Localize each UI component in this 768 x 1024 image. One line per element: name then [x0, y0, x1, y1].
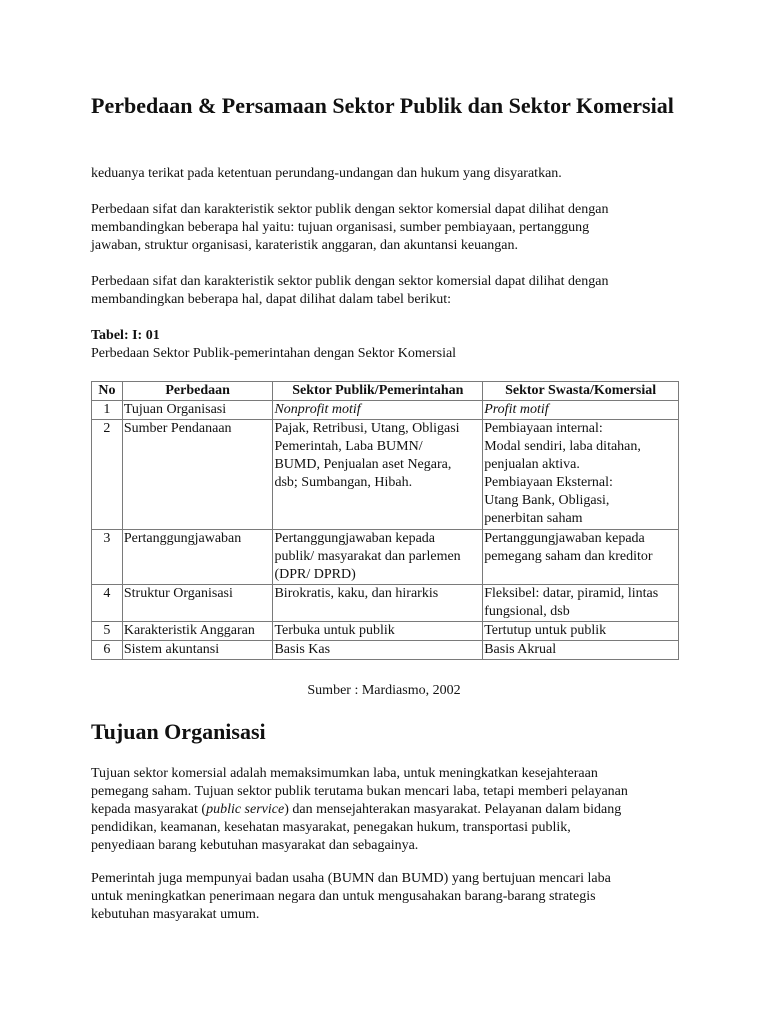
cell-no: 3: [92, 530, 123, 585]
cell-public: Birokratis, kaku, dan hirarkis: [273, 585, 483, 622]
text-line: pendidikan, keamanan, kesehatan masyarakat, penegakan hukum, transportasi publik,: [91, 820, 571, 835]
cell-line: Pemerintah, Laba BUMN/: [274, 439, 423, 454]
cell-no: 5: [92, 622, 123, 641]
cell-no: 4: [92, 585, 123, 622]
cell-private: [483, 585, 679, 622]
cell-line: publik/ masyarakat dan parlemen: [274, 549, 461, 564]
cell-public: [273, 420, 483, 530]
cell-public: Nonprofit motif: [273, 401, 483, 420]
table-caption: Perbedaan Sektor Publik-pemerintahan dengan Sektor Komersial: [91, 346, 457, 361]
text-line: untuk meningkatkan penerimaan negara dan untuk mengusahakan barang-barang strategis: [91, 889, 596, 904]
table-row: [92, 530, 679, 585]
text-segment: ) dan mensejahterakan masyarakat. Pelayanan dalam bidang: [284, 802, 622, 817]
cell-public: [273, 530, 483, 585]
text-line: kebutuhan masyarakat umum.: [91, 907, 260, 922]
text-line: [91, 801, 681, 819]
cell-line: penerbitan saham: [484, 511, 583, 526]
cell-line: Pertanggungjawaban kepada: [484, 531, 645, 546]
text-line: penyediaan barang kebutuhan masyarakat dan sebagainya.: [91, 838, 419, 853]
table-row: [92, 641, 679, 660]
cell-line: Modal sendiri, laba ditahan,: [484, 439, 641, 454]
table-row: [92, 622, 679, 641]
cell-line: pemegang saham dan kreditor: [484, 549, 653, 564]
text-line: Perbedaan sifat dan karakteristik sektor publik dengan sektor komersial dapat dilihat dengan: [91, 202, 609, 217]
text-line: pemegang saham. Tujuan sektor publik terutama bukan mencari laba, tetapi memberi pelayanan: [91, 784, 628, 799]
cell-aspect: Sumber Pendanaan: [122, 420, 273, 530]
cell-line: Pajak, Retribusi, Utang, Obligasi: [274, 421, 460, 436]
cell-no: 2: [92, 420, 123, 530]
paragraph-government-enterprises: [91, 870, 681, 924]
cell-aspect: Sistem akuntansi: [122, 641, 273, 660]
paragraph-differences: [91, 201, 681, 255]
header-no: No: [92, 382, 123, 401]
cell-no: 6: [92, 641, 123, 660]
header-sektor-publik: Sektor Publik/Pemerintahan: [273, 382, 483, 401]
cell-line: Pembiayaan Eksternal:: [484, 475, 613, 490]
cell-line: BUMD, Penjualan aset Negara,: [274, 457, 452, 472]
cell-line: Fleksibel: datar, piramid, lintas: [484, 586, 659, 601]
page-title: Perbedaan & Persamaan Sektor Publik dan Sektor Komersial: [91, 93, 674, 118]
section-heading: Tujuan Organisasi: [91, 719, 266, 744]
cell-private: Profit motif: [483, 401, 679, 420]
cell-line: (DPR/ DPRD): [274, 567, 356, 582]
cell-public: Terbuka untuk publik: [273, 622, 483, 641]
text-line: membandingkan beberapa hal yaitu: tujuan organisasi, sumber pembiayaan, pertanggung: [91, 220, 590, 235]
text-line: Pemerintah juga mempunyai badan usaha (BUMN dan BUMD) yang bertujuan mencari laba: [91, 871, 611, 886]
text-line: jawaban, struktur organisasi, karateristik anggaran, dan akuntansi keuangan.: [91, 238, 518, 253]
cell-private: [483, 420, 679, 530]
table-row: [92, 420, 679, 530]
cell-aspect: Pertanggungjawaban: [122, 530, 273, 585]
cell-no: 1: [92, 401, 123, 420]
cell-line: fungsional, dsb: [484, 604, 570, 619]
table-row: [92, 401, 679, 420]
table-label: Tabel: I: 01: [91, 328, 160, 343]
cell-aspect: Tujuan Organisasi: [122, 401, 273, 420]
table-source: Sumber : Mardiasmo, 2002: [307, 683, 461, 698]
header-sektor-swasta: Sektor Swasta/Komersial: [483, 382, 679, 401]
paragraph-intro: keduanya terikat pada ketentuan perundang-undangan dan hukum yang disyaratkan.: [91, 166, 562, 181]
text-segment: kepada masyarakat (: [91, 802, 207, 817]
cell-line: Pertanggungjawaban kepada: [274, 531, 436, 546]
emphasis-public-service: public service: [206, 802, 285, 817]
cell-aspect: Struktur Organisasi: [122, 585, 273, 622]
cell-line: Utang Bank, Obligasi,: [484, 493, 610, 508]
text-line: Perbedaan sifat dan karakteristik sektor publik dengan sektor komersial dapat dilihat dengan: [91, 274, 609, 289]
text-line: membandingkan beberapa hal, dapat dilihat dalam tabel berikut:: [91, 292, 451, 307]
paragraph-objectives: [91, 765, 681, 855]
cell-line: penjualan aktiva.: [484, 457, 580, 472]
cell-private: Tertutup untuk publik: [483, 622, 679, 641]
cell-line: dsb; Sumbangan, Hibah.: [274, 475, 413, 490]
text-line: Tujuan sektor komersial adalah memaksimumkan laba, untuk meningkatkan kesejahteraan: [91, 766, 598, 781]
comparison-table: [91, 381, 679, 660]
table-row: [92, 585, 679, 622]
cell-line: Pembiayaan internal:: [484, 421, 603, 436]
cell-private: [483, 530, 679, 585]
paragraph-table-intro: [91, 273, 681, 309]
table-header-row: [92, 382, 679, 401]
header-perbedaan: Perbedaan: [122, 382, 273, 401]
cell-private: Basis Akrual: [483, 641, 679, 660]
cell-aspect: Karakteristik Anggaran: [122, 622, 273, 641]
cell-public: Basis Kas: [273, 641, 483, 660]
